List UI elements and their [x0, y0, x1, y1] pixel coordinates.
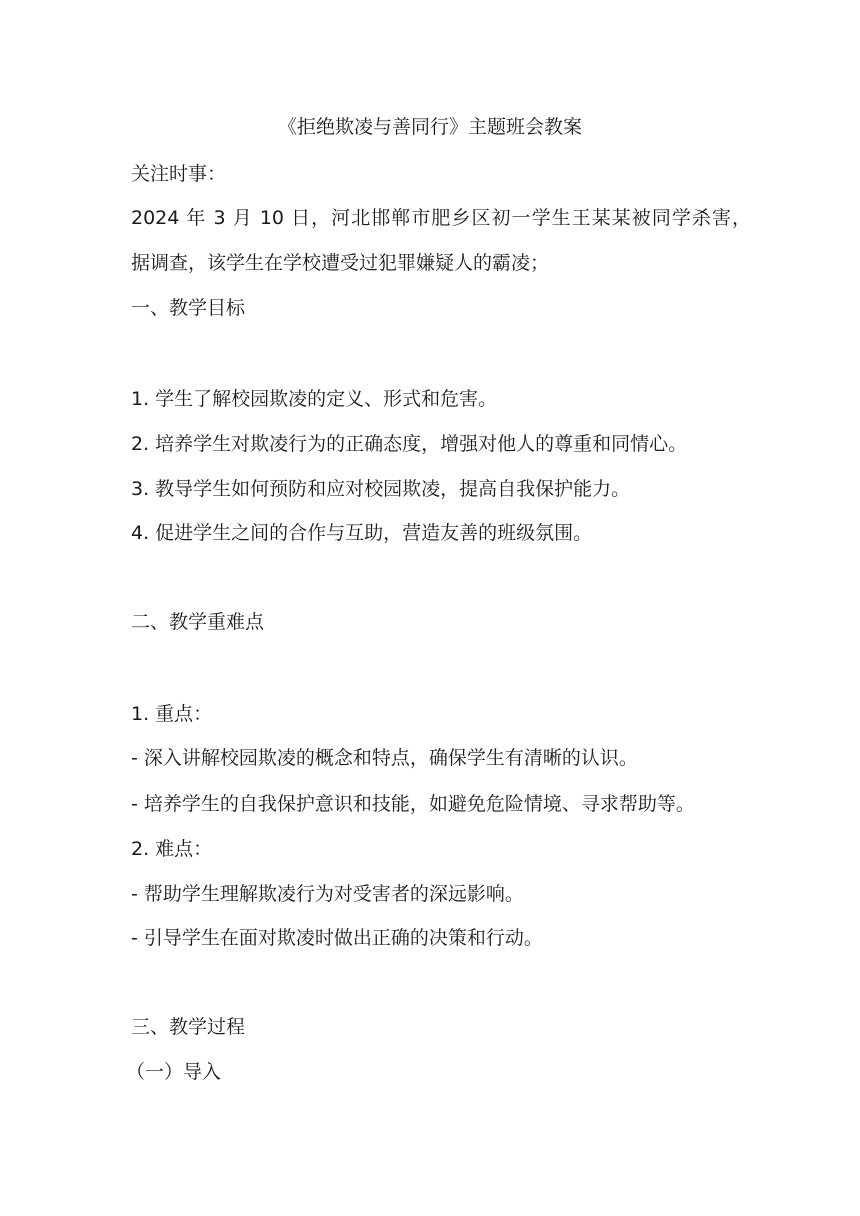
key-point-item: - 培养学生的自我保护意识和技能，如避免危险情境、寻求帮助等。 — [131, 793, 695, 815]
key-points-label: 1. 重点： — [131, 703, 213, 725]
difficulty-item: - 引导学生在面对欺凌时做出正确的决策和行动。 — [131, 927, 543, 949]
document-title: 《拒绝欺凌与善同行》主题班会教案 — [277, 116, 582, 138]
current-events-label: 关注时事： — [131, 163, 227, 185]
section-heading-key-difficult-points: 二、教学重难点 — [131, 611, 265, 633]
objective-item: 2. 培养学生对欺凌行为的正确态度，增强对他人的尊重和同情心。 — [131, 433, 688, 455]
objective-item: 1. 学生了解校园欺凌的定义、形式和危害。 — [131, 388, 498, 410]
key-point-item: - 深入讲解校园欺凌的概念和特点，确保学生有清晰的认识。 — [131, 747, 638, 769]
difficulty-item: - 帮助学生理解欺凌行为对受害者的深远影响。 — [131, 883, 524, 905]
subsection-heading-introduction: （一）导入 — [126, 1061, 222, 1083]
section-heading-teaching-process: 三、教学过程 — [131, 1016, 246, 1038]
section-heading-objectives: 一、教学目标 — [131, 297, 246, 319]
objective-item: 4. 促进学生之间的合作与互助，营造友善的班级氛围。 — [131, 522, 593, 544]
news-paragraph-line-1: 2024 年 3 月 10 日，河北邯郸市肥乡区初一学生王某某被同学杀害， — [131, 207, 751, 229]
difficulties-label: 2. 难点： — [131, 838, 213, 860]
objective-item: 3. 教导学生如何预防和应对校园欺凌，提高自我保护能力。 — [131, 478, 631, 500]
news-paragraph-line-2: 据调查，该学生在学校遭受过犯罪嫌疑人的霸凌； — [131, 252, 550, 274]
